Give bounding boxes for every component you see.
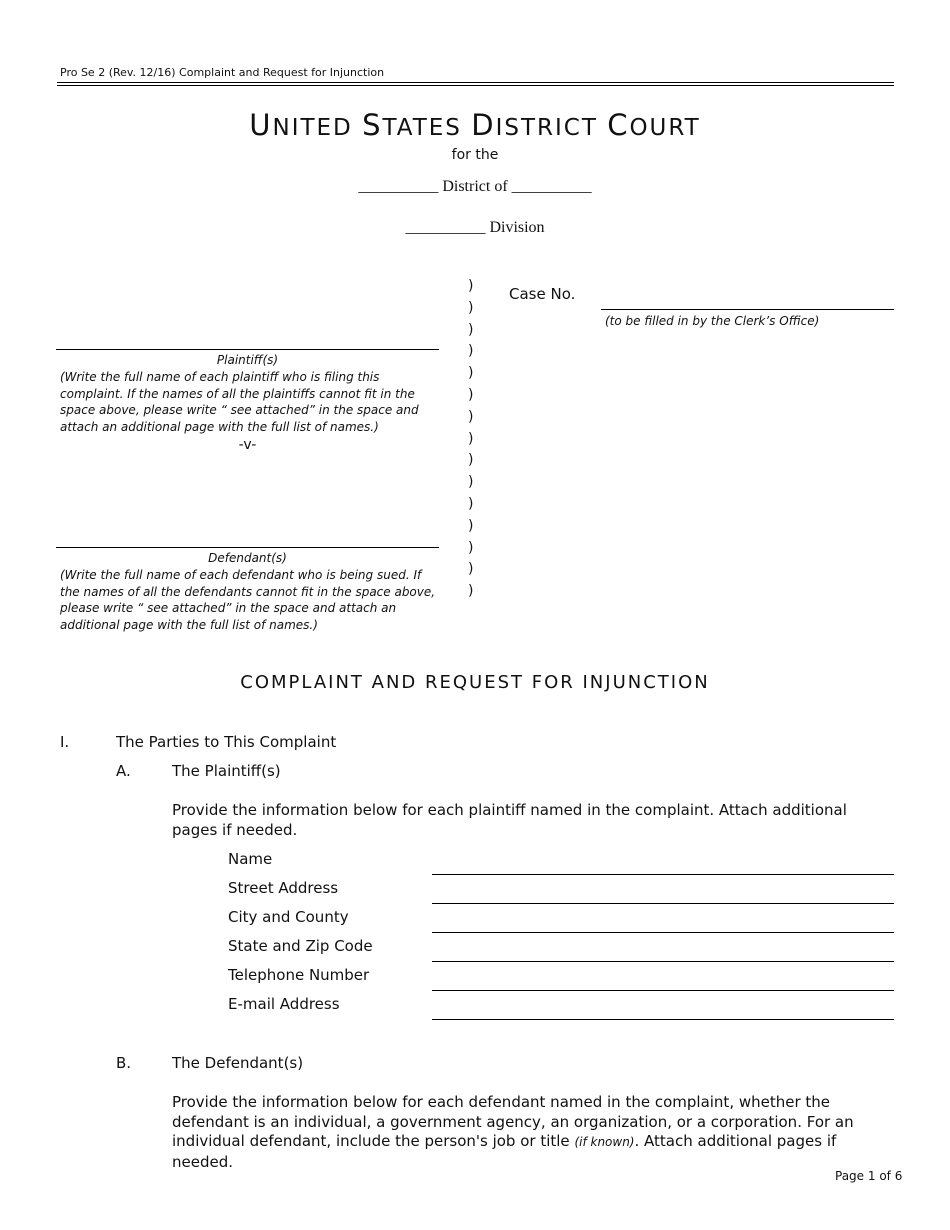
plaintiff-street-input[interactable] [432,903,894,904]
paren-mark: ) [468,517,474,534]
plaintiff-street-label: Street Address [228,879,339,897]
subsection-a-title: The Plaintiff(s) [172,762,281,780]
header-rule [57,82,894,83]
case-number-label: Case No. [509,285,576,303]
versus-text: -v- [238,437,257,453]
plaintiff-phone-input[interactable] [432,990,894,991]
for-the-text: for the [451,147,499,163]
subsection-b-title: The Defendant(s) [172,1054,304,1072]
document-title: COMPLAINT AND REQUEST FOR INJUNCTION [240,672,710,693]
defendant-instructions: (Write the full name of each defendant who is being sued. If the names of all the defendants cannot fit in the space above, please write “ see attached” in the space and attach an additional page with the full list of names.) [60,568,436,632]
section-title: The Parties to This Complaint [116,733,337,751]
paren-mark: ) [468,299,474,316]
court-title-cap-4: C [607,108,630,142]
form-identifier: Pro Se 2 (Rev. 12/16) Complaint and Request for Injunction [60,66,385,79]
plaintiff-name-input[interactable] [432,874,894,875]
district-field[interactable]: __________ District of __________ [358,178,592,195]
plaintiff-state-input[interactable] [432,961,894,962]
plaintiff-label: Plaintiff(s) [216,353,279,367]
plaintiff-email-input[interactable] [432,1019,894,1020]
defendant-label: Defendant(s) [208,551,287,565]
paren-mark: ) [468,343,474,360]
defendant-instructions-main: Provide the information below for each defendant named in the complaint, whether the defendant is an individual, a government agency, an organization, or a corporation. For an individual defendant, include the person's job or title [172,1093,854,1150]
defendant-instructions-end: . Attach additional pages if needed. [172,1132,837,1171]
court-title-rest-4: OURT [629,115,701,141]
paren-mark: ) [468,386,474,403]
division-field[interactable]: __________ Division [405,219,545,236]
paren-mark: ) [468,321,474,338]
plaintiff-email-label: E-mail Address [228,995,340,1013]
header-rule-second [57,85,894,86]
paren-mark: ) [468,474,474,491]
paren-mark: ) [468,430,474,447]
defendant-info-instructions [172,1093,872,1172]
subsection-b-letter: B. [116,1054,132,1072]
paren-mark: ) [468,408,474,425]
court-title-rest-2: TATES [382,115,472,141]
case-number-line[interactable] [601,309,894,310]
court-title-cap-2: S [362,108,383,142]
defendant-name-line[interactable] [56,547,439,548]
plaintiff-name-line[interactable] [56,349,439,350]
paren-mark: ) [468,495,474,512]
plaintiff-city-input[interactable] [432,932,894,933]
section-number: I. [60,733,70,751]
paren-mark: ) [468,365,474,382]
paren-mark: ) [468,561,474,578]
plaintiff-state-label: State and Zip Code [228,937,373,955]
paren-mark: ) [468,539,474,556]
defendant-instructions-if-known: (if known) [574,1135,635,1149]
plaintiff-name-label: Name [228,850,273,868]
court-title-cap-1: U [249,108,273,142]
plaintiff-city-label: City and County [228,908,349,926]
subsection-a-letter: A. [116,762,131,780]
caption-divider [468,276,480,603]
paren-mark: ) [468,452,474,469]
court-title-cap-3: D [471,108,496,142]
page-number: Page 1 of 6 [835,1169,903,1183]
paren-mark: ) [468,278,474,294]
court-title-rest-3: ISTRICT [495,115,608,141]
paren-mark: ) [468,583,474,600]
court-title-rest-1: NITED [272,115,363,141]
plaintiff-info-instructions: Provide the information below for each plaintiff named in the complaint. Attach additional pages if needed. [172,801,847,839]
court-title [0,108,950,142]
clerk-note: (to be filled in by the Clerk’s Office) [605,314,820,328]
plaintiff-instructions: (Write the full name of each plaintiff who is filing this complaint. If the names of all the plaintiffs cannot fit in the space above, please write “ see attached” in the space and attach an additional page with the full list of names.) [60,370,419,434]
plaintiff-phone-label: Telephone Number [228,966,370,984]
